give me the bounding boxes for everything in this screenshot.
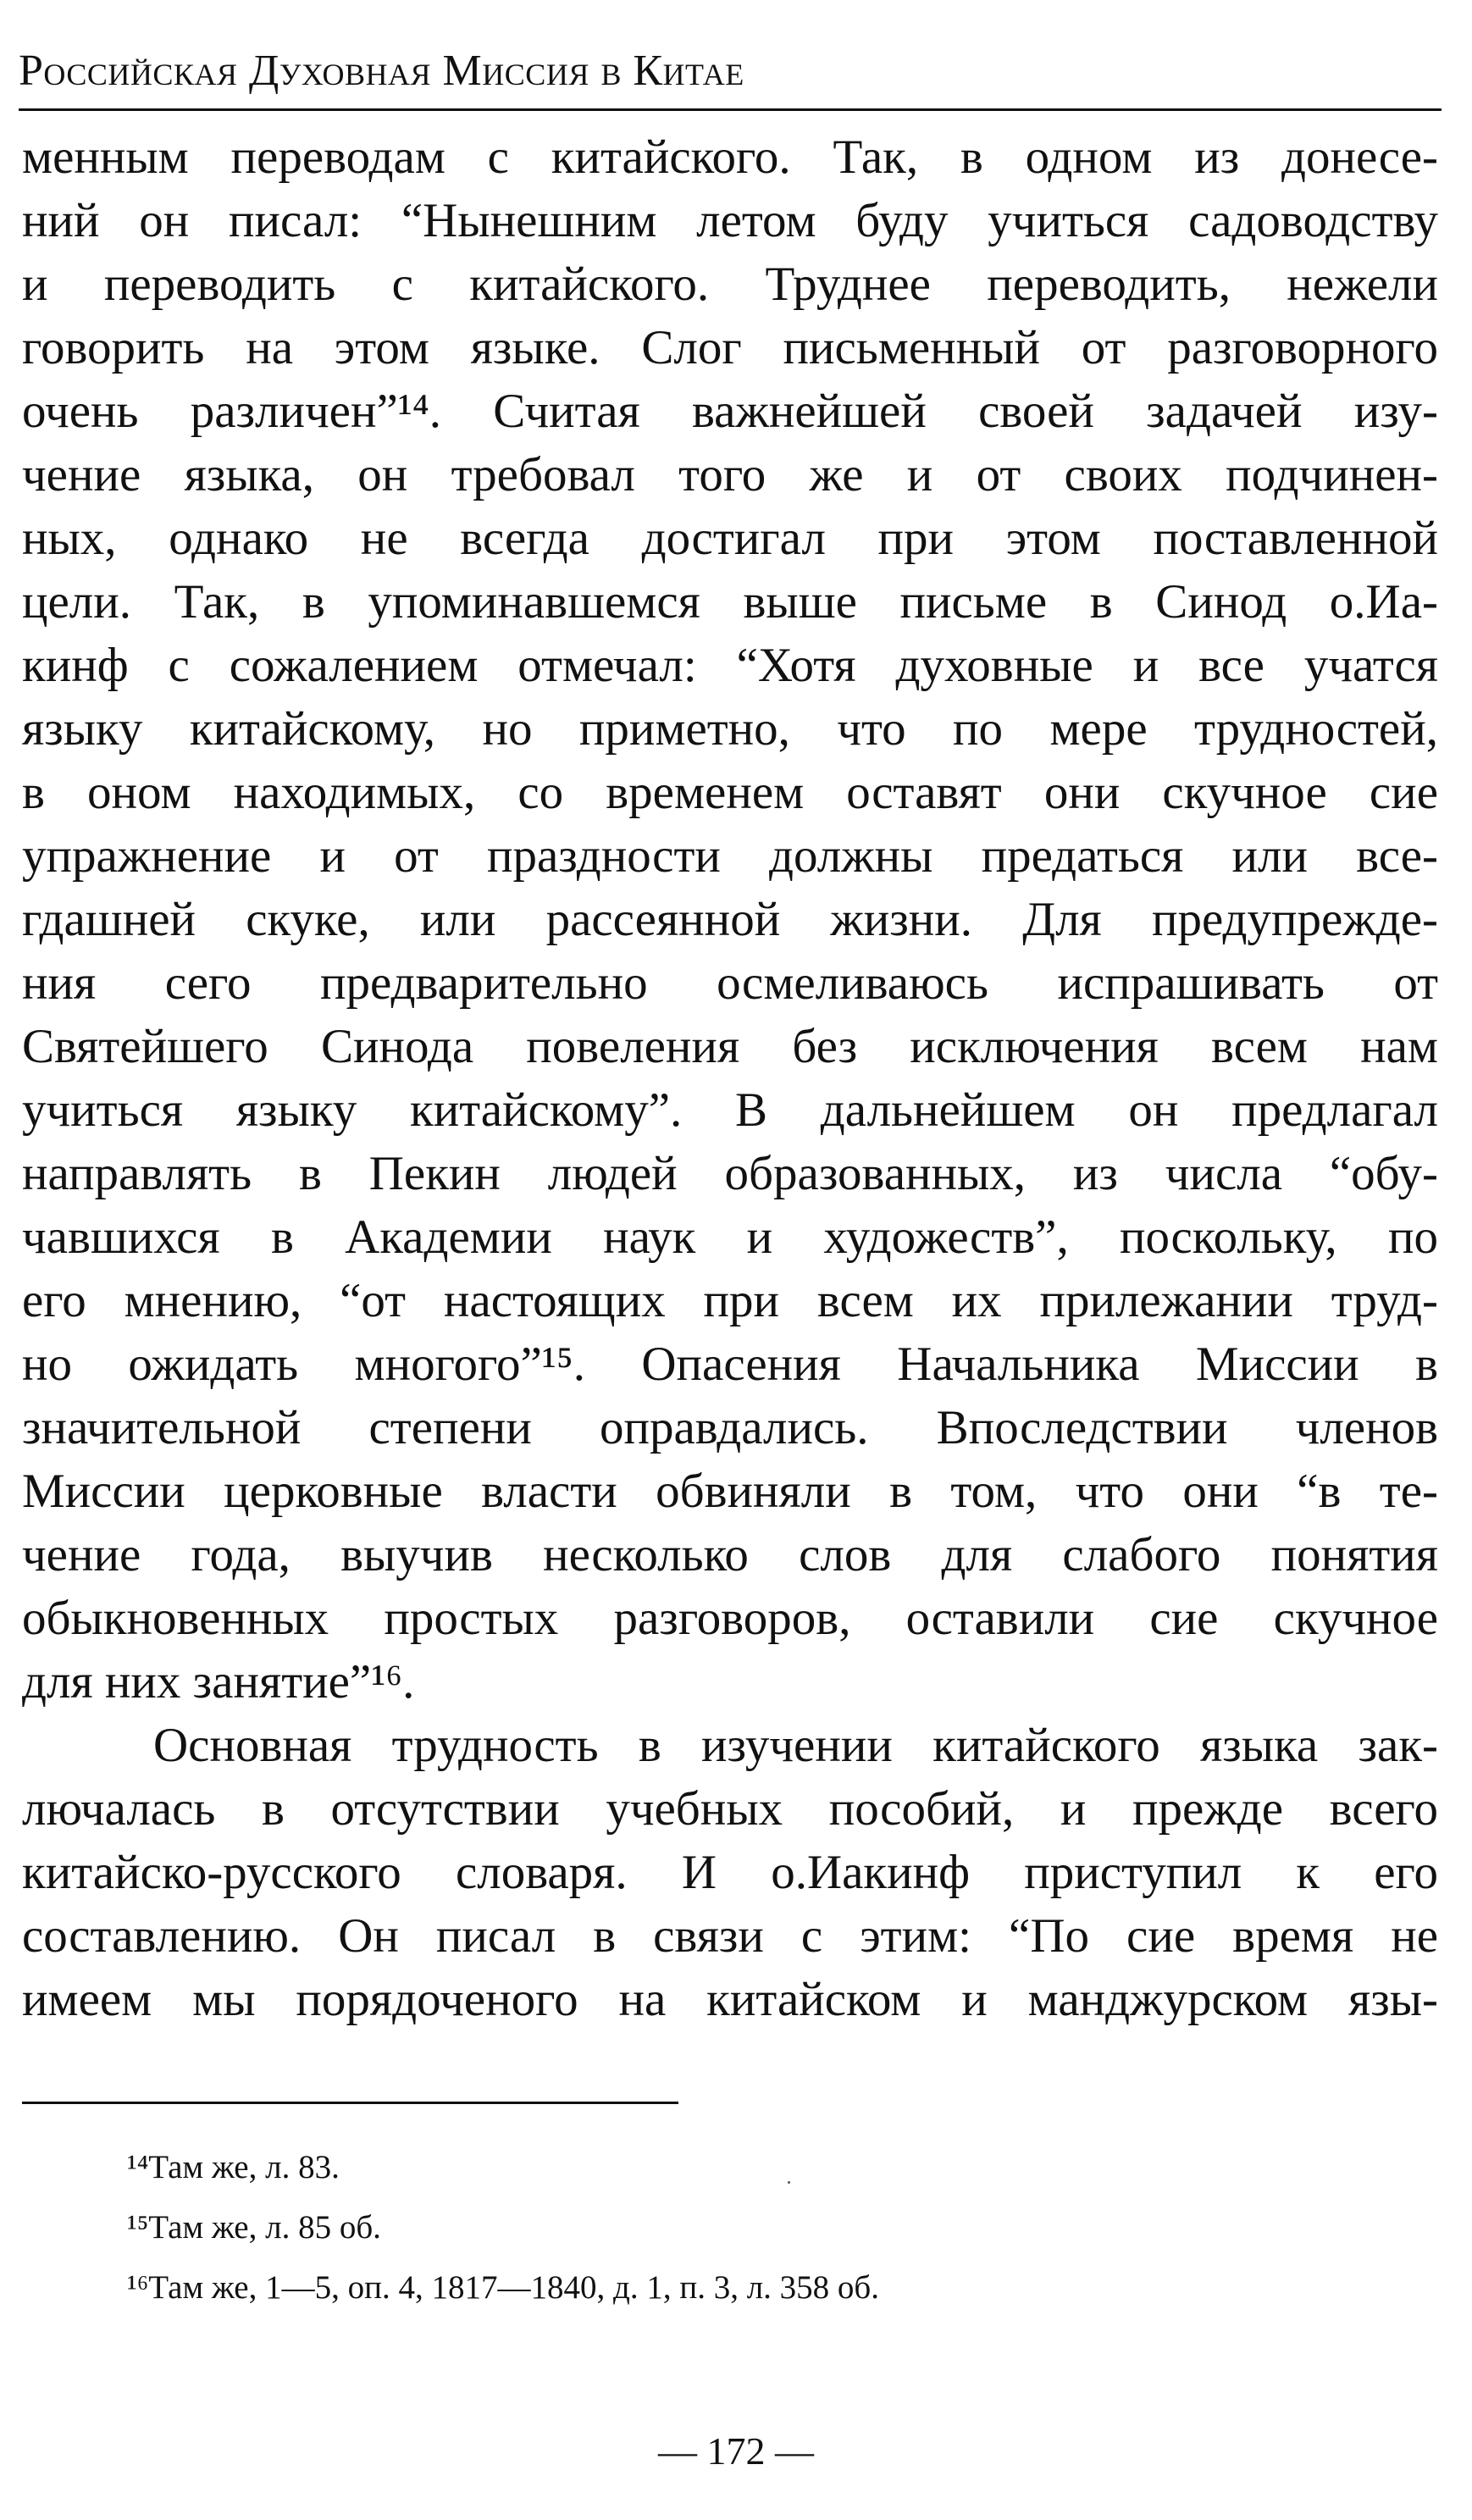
text-line: но ожидать многого”¹⁵. Опасения Начальника Миссии в [22, 1338, 1438, 1391]
text-line: лючалась в отсутствии учебных пособий, и прежде всего [22, 1782, 1438, 1836]
page-number: — 172 — [658, 2429, 814, 2473]
text-line: чавшихся в Академии наук и художеств”, поскольку, по [22, 1210, 1438, 1264]
text-line: ний он писал: “Нынешним летом буду учиться садоводству [22, 194, 1438, 247]
text-line: направлять в Пекин людей образованных, из числа “обу- [22, 1147, 1438, 1200]
text-line: китайско-русского словаря. И о.Иакинф приступил к его [22, 1846, 1438, 1899]
text-line: его мнению, “от настоящих при всем их прилежании труд- [22, 1274, 1438, 1327]
text-line: значительной степени оправдались. Впоследствии членов [22, 1401, 1438, 1454]
body-text [22, 125, 1438, 2031]
text-line: кинф с сожалением отмечал: “Хотя духовные и все учатся [22, 639, 1438, 692]
text-line: упражнение и от праздности должны предаться или все- [22, 829, 1438, 883]
text-line: ных, однако не всегда достигал при этом поставленной [22, 512, 1438, 565]
footnote: ¹⁴Там же, л. 83. [127, 2149, 340, 2185]
header-rule [19, 108, 1442, 111]
text-line: говорить на этом языке. Слог письменный от разговорного [22, 321, 1438, 374]
text-line: гдашней скуке, или рассеянной жизни. Для предупрежде- [22, 893, 1438, 946]
footnotes [127, 2137, 1313, 2318]
text-line: цели. Так, в упоминавшемся выше письме в Синод о.Иа- [22, 575, 1438, 629]
text-line: составлению. Он писал в связи с этим: “По сие время не [22, 1909, 1438, 1963]
text-line: очень различен”¹⁴. Считая важнейшей своей задачей изу- [22, 385, 1438, 438]
scan-speck [788, 2181, 790, 2184]
text-line: и переводить с китайского. Труднее переводить, нежели [22, 258, 1438, 311]
text-line: учиться языку китайскому”. В дальнейшем он предлагал [22, 1083, 1438, 1137]
text-line: чение языка, он требовал того же и от своих подчинен- [22, 448, 1438, 501]
text-line: Миссии церковные власти обвиняли в том, что они “в те- [22, 1465, 1438, 1518]
text-line: имеем мы порядоченого на китайском и манджурском язы- [22, 1973, 1438, 2026]
text-line: Святейшего Синода повеления без исключения всем нам [22, 1020, 1438, 1073]
running-head: Российская Духовная Миссия в Китае [19, 47, 744, 95]
text-line: языку китайскому, но приметно, что по мере трудностей, [22, 702, 1438, 756]
footnote: ¹⁵Там же, л. 85 об. [127, 2209, 381, 2246]
paragraph-first-line: Основная трудность в изучении китайского языка зак- [153, 1719, 1438, 1772]
footnote-rule [22, 2102, 678, 2104]
text-line: чение года, выучив несколько слов для слабого понятия [22, 1528, 1438, 1581]
text-line: для них занятие”¹⁶. [22, 1655, 415, 1709]
text-line: менным переводам с китайского. Так, в одном из донесе- [22, 130, 1438, 184]
text-line: ния сего предварительно осмеливаюсь испрашивать от [22, 956, 1438, 1010]
text-line: в оном находимых, со временем оставят они скучное сие [22, 766, 1438, 819]
footnote: ¹⁶Там же, 1—5, оп. 4, 1817—1840, д. 1, п. 3, л. 358 об. [127, 2269, 880, 2306]
text-line: обыкновенных простых разговоров, оставили сие скучное [22, 1592, 1438, 1645]
